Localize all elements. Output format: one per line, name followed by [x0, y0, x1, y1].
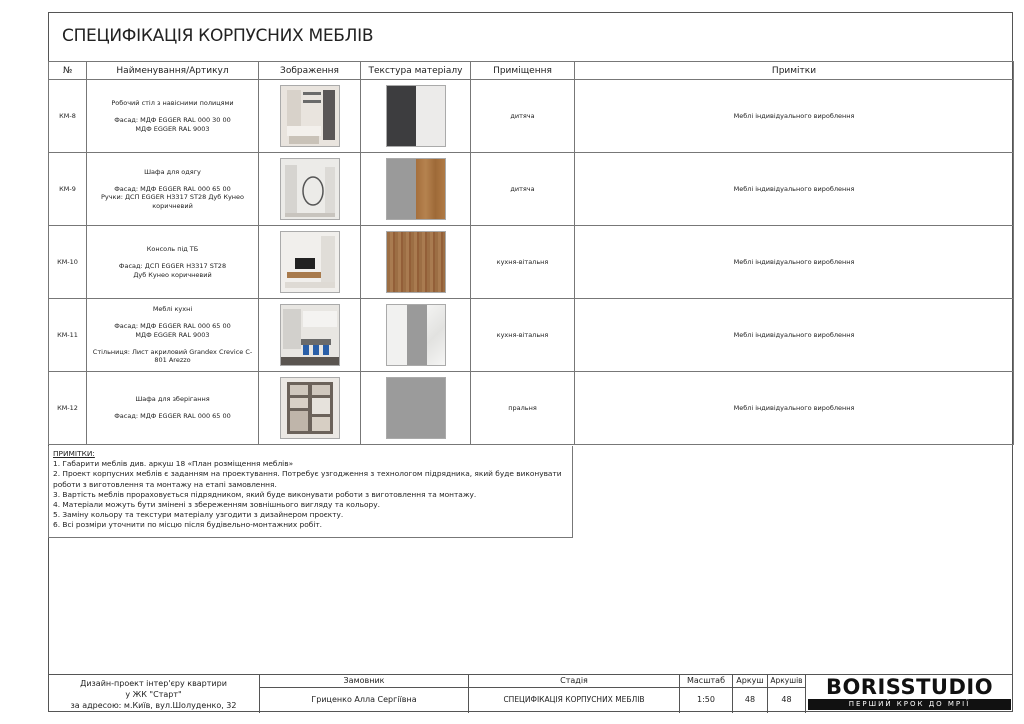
sheets-cell — [768, 675, 806, 713]
swatch-part — [387, 378, 445, 438]
note-item: 1. Габарити меблів див. аркуш 18 «План розміщення меблів» — [53, 459, 294, 469]
table-header-row — [49, 62, 1014, 80]
item-room: дитяча — [471, 80, 575, 153]
sheet-value: 48 — [744, 695, 756, 704]
material-swatch — [386, 231, 446, 293]
swatch-part — [387, 86, 416, 146]
swatch-part — [416, 159, 445, 219]
item-name: Консоль під ТБ Фасад: ДСП EGGER H3317 ST28 Дуб Кунео коричневий — [118, 245, 227, 279]
col-header-image: Зображення — [259, 62, 361, 80]
swatch-part — [387, 232, 445, 292]
item-note: Меблі індивідуального вироблення — [575, 372, 1014, 445]
tv-console-photo-icon — [280, 231, 340, 293]
studio-logo — [808, 676, 1011, 710]
note-item: 4. Матеріали можуть бути змінені з збереженням зовнішнього вигляду та кольору. — [53, 500, 380, 510]
table-row — [49, 372, 1014, 445]
swatch-part — [387, 305, 407, 365]
col-header-texture: Текстура матеріалу — [361, 62, 471, 80]
project-line: у ЖК "Старт" — [125, 690, 182, 699]
material-swatch — [386, 85, 446, 147]
item-code: КМ-9 — [49, 153, 87, 226]
item-note: Меблі індивідуального вироблення — [575, 80, 1014, 153]
material-swatch — [386, 158, 446, 220]
item-note: Меблі індивідуального вироблення — [575, 153, 1014, 226]
material-swatch — [386, 304, 446, 366]
scale-cell — [680, 675, 733, 713]
sheet-cell — [733, 675, 768, 713]
client-cell — [260, 675, 469, 713]
swatch-part — [407, 305, 427, 365]
col-header-room: Приміщення — [471, 62, 575, 80]
item-code: КМ-12 — [49, 372, 87, 445]
project-info — [48, 675, 260, 713]
item-name: Шафа для зберігання Фасад: МДФ EGGER RAL 000 65 00 — [114, 395, 231, 421]
item-room: пральня — [471, 372, 575, 445]
stage-cell — [469, 675, 680, 713]
wardrobe-photo-icon — [280, 158, 340, 220]
stage-label: Стадія — [469, 675, 679, 688]
item-code: КМ-11 — [49, 299, 87, 372]
material-swatch — [386, 377, 446, 439]
notes-block — [48, 446, 573, 538]
item-note: Меблі індивідуального вироблення — [575, 299, 1014, 372]
note-item: 6. Всі розміри уточнити по місцю після будівельно-монтажних робіт. — [53, 520, 323, 530]
note-item: 5. Заміну кольору та текстури матеріалу узгодити з дизайнером проєкту. — [53, 510, 344, 520]
storage-cabinet-photo-icon — [280, 377, 340, 439]
page-title: СПЕЦИФІКАЦІЯ КОРПУСНИХ МЕБЛІВ — [62, 26, 374, 46]
scale-label: Масштаб — [680, 675, 732, 688]
col-header-notes: Примітки — [575, 62, 1014, 80]
col-header-name: Найменування/Артикул — [87, 62, 259, 80]
client-value: Гриценко Алла Сергіївна — [311, 695, 417, 704]
logo-tagline: ПЕРШИЙ КРОК ДО МРІЇ — [808, 699, 1011, 710]
project-line: за адресою: м.Київ, вул.Шолуденко, 32 — [70, 701, 237, 710]
sheets-value: 48 — [781, 695, 792, 704]
item-code: КМ-8 — [49, 80, 87, 153]
item-room: кухня-вітальня — [471, 226, 575, 299]
spec-table — [48, 61, 1014, 445]
client-label: Замовник — [260, 675, 468, 688]
sheet-label: Аркуш — [733, 675, 767, 688]
swatch-part — [387, 159, 416, 219]
col-header-number: № — [49, 62, 87, 80]
item-name: Меблі кухні Фасад: МДФ EGGER RAL 000 65 00 МДФ EGGER RAL 9003 Стільниця: Лист акриловий Grandex Crevice C-801 Arezzo — [92, 305, 253, 365]
item-name: Робочий стіл з навісними полицями Фасад: МДФ EGGER RAL 000 30 00 МДФ EGGER RAL 9003 — [111, 99, 234, 133]
sheets-label: Аркушів — [768, 675, 805, 688]
swatch-part — [427, 305, 445, 365]
item-name: Шафа для одягу Фасад: МДФ EGGER RAL 000 65 00 Ручки: ДСП EGGER H3317 ST28 Дуб Кунео коричневий — [100, 167, 245, 210]
swatch-part — [416, 86, 445, 146]
kitchen-photo-icon — [280, 304, 340, 366]
item-room: кухня-вітальня — [471, 299, 575, 372]
project-line: Дизайн-проект інтер'єру квартири — [80, 679, 227, 688]
notes-header: ПРИМІТКИ: — [53, 449, 95, 458]
table-row — [49, 153, 1014, 226]
item-note: Меблі індивідуального вироблення — [575, 226, 1014, 299]
item-code: КМ-10 — [49, 226, 87, 299]
note-item: 3. Вартість меблів прораховується підрядником, який буде виконувати роботи з виготовлення та монтажу. — [53, 489, 477, 499]
note-item: 2. Проект корпусних меблів є заданням на проектування. Потребує узгодження з технологом підрядника, який буде виконувати роботи з виготовлення та монтажу на етапі замовлення. — [53, 469, 562, 489]
table-row — [49, 226, 1014, 299]
stage-value: СПЕЦИФІКАЦІЯ КОРПУСНИХ МЕБЛІВ — [503, 695, 645, 704]
scale-value: 1:50 — [697, 695, 715, 704]
logo-name: BORISSTUDIO — [825, 675, 994, 699]
table-row — [49, 299, 1014, 372]
desk-shelves-photo-icon — [280, 85, 340, 147]
table-row — [49, 80, 1014, 153]
item-room: дитяча — [471, 153, 575, 226]
